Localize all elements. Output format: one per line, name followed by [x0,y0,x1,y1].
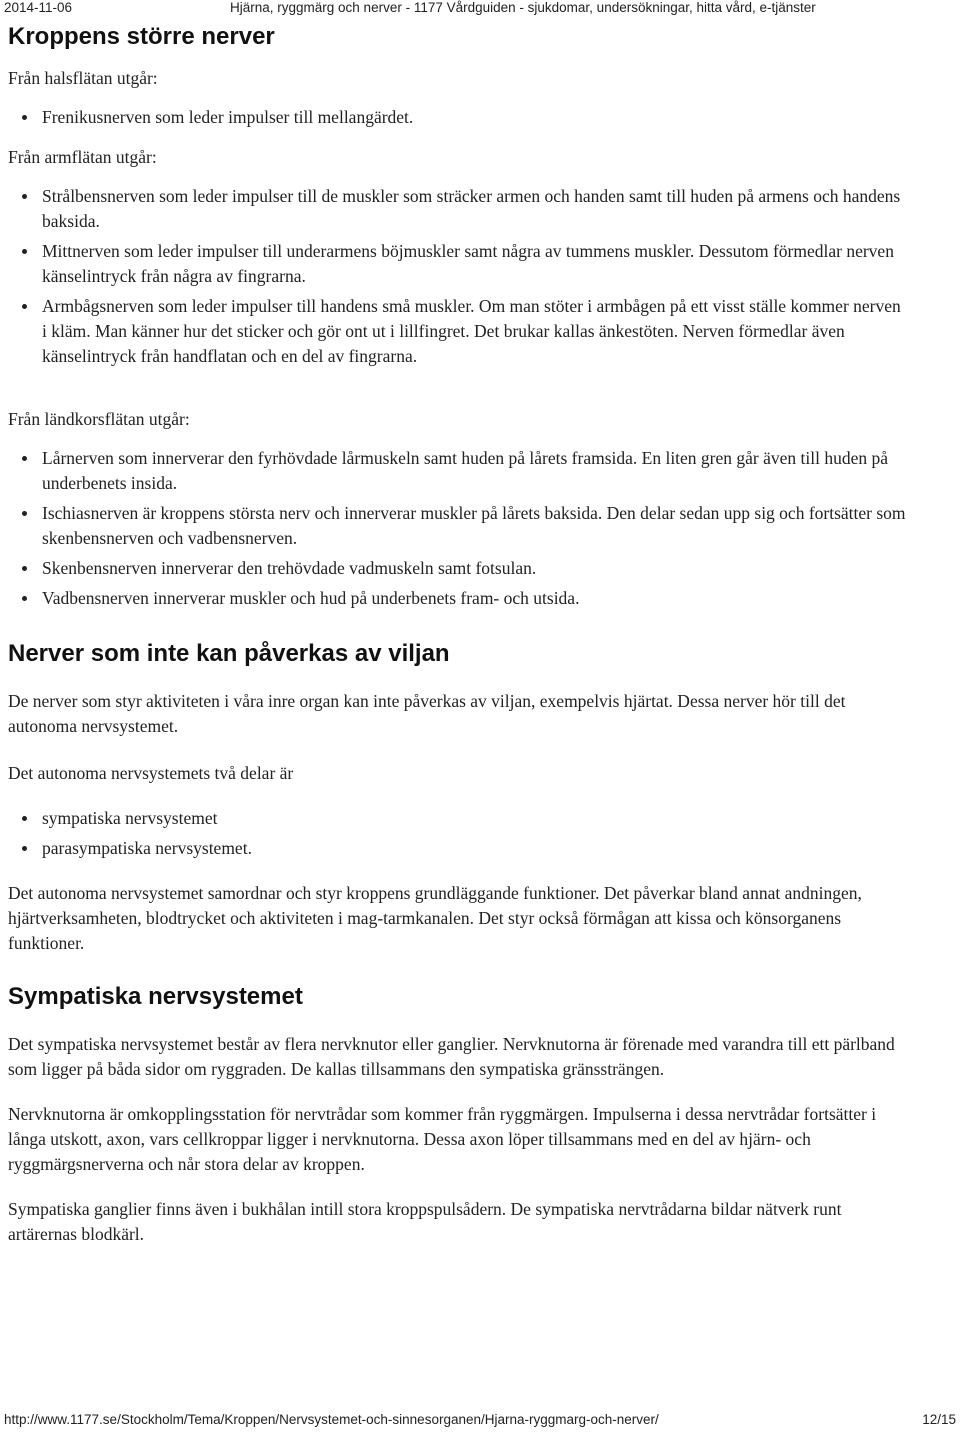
bullet-icon [22,511,27,516]
paragraph-lumbosacral-plexus: Från ländkorsflätan utgår: [8,409,190,429]
paragraph-autonomic-parts: Det autonoma nervsystemets två delar är [8,763,294,783]
list-item [42,446,908,496]
list-item [42,239,908,289]
page-number: 12/15 [922,1412,956,1427]
list-brachial-plexus [8,184,908,369]
list-item-text: Armbågsnerven som leder impulser till handens små muskler. Om man stöter i armbågen på ett visst ställe kommer nerven i kläm. Man känner hur det sticker och gör ont ut i lillfingret. Det brukar kallas änkestöten. Nerven förmedlar även känselintryck från handflatan och en del av fingrarna. [42,296,901,366]
section-heading-autonomic: Nerver som inte kan påverkas av viljan [8,640,450,667]
print-footer [4,1412,956,1430]
bullet-icon [22,816,27,821]
list-item-text: Ischiasnerven är kroppens största nerv och innerverar muskler på lårets baksida. Den delar sedan upp sig och fortsätter som skenbensnerven och vadbensnerven. [42,503,906,548]
list-item [42,294,908,369]
print-date: 2014-11-06 [4,0,73,15]
list-item-text: Frenikusnerven som leder impulser till mellangärdet. [42,107,414,127]
print-page-title: Hjärna, ryggmärg och nerver - 1177 Vårdguiden - sjukdomar, undersökningar, hitta vård, e-tjänster [230,0,816,15]
paragraph-brachial-plexus: Från armflätan utgår: [8,147,157,167]
list-item [42,806,908,831]
list-item [42,105,908,130]
bullet-icon [22,456,27,461]
list-item-text: parasympatiska nervsystemet. [42,838,252,858]
paragraph-cervical-plexus: Från halsflätan utgår: [8,68,158,88]
list-item [42,556,908,581]
list-item [42,586,908,611]
bullet-icon [22,566,27,571]
print-header [4,0,956,18]
list-item-text: Skenbensnerven innerverar den trehövdade vadmuskeln samt fotsulan. [42,558,537,578]
list-item [42,184,908,234]
list-item-text: Lårnerven som innerverar den fyrhövdade lårmuskeln samt huden på lårets framsida. En liten gren går även till huden på underbenets insida. [42,448,889,493]
list-item [42,836,908,861]
print-url: http://www.1177.se/Stockholm/Tema/Kroppen/Nervsystemet-och-sinnesorganen/Hjarna-ryggmarg-och-nerver/ [4,1412,659,1427]
paragraph-autonomic-intro: De nerver som styr aktiviteten i våra inre organ kan inte påverkas av viljan, exempelvis hjärtat. Dessa nerver hör till det autonoma nervsystemet. [8,691,846,736]
section-heading-major-nerves: Kroppens större nerver [8,23,275,50]
list-item-text: Vadbensnerven innerverar muskler och hud på underbenets fram- och utsida. [42,588,580,608]
list-item-text: Mittnerven som leder impulser till underarmens böjmuskler samt några av tummens muskler. Dessutom förmedlar nerven känselintryck från några av fingrarna. [42,241,894,286]
list-item-text: Strålbensnerven som leder impulser till de muskler som sträcker armen och handen samt till huden på armens och handens baksida. [42,186,901,231]
list-autonomic-parts [8,806,908,861]
paragraph-sympathetic-relay: Nervknutorna är omkopplingsstation för nervtrådar som kommer från ryggmärgen. Impulserna i dessa nervtrådar fortsätter i långa utskott, axon, vars cellkroppar ligger i nervknutorna. Dessa axon löper tillsammans med en del av hjärn- och ryggmärgsnerverna och når stora delar av kroppen. [8,1104,877,1174]
paragraph-sympathetic-abdominal: Sympatiska ganglier finns även i bukhålan intill stora kroppspulsådern. De sympatiska nervtrådarna bildar nätverk runt artärernas blodkärl. [8,1199,842,1244]
bullet-icon [22,304,27,309]
list-item [42,501,908,551]
section-heading-sympathetic: Sympatiska nervsystemet [8,983,303,1010]
bullet-icon [22,846,27,851]
bullet-icon [22,115,27,120]
article-content [8,22,908,1247]
list-lumbosacral-plexus [8,446,908,611]
list-cervical-plexus [8,105,908,130]
bullet-icon [22,596,27,601]
paragraph-autonomic-functions: Det autonoma nervsystemet samordnar och styr kroppens grundläggande funktioner. Det påverkar bland annat andningen, hjärtverksamheten, blodtrycket och aktiviteten i mag-tarmkanalen. Det styr också förmågan att kissa och könsorganens funktioner. [8,883,862,953]
bullet-icon [22,249,27,254]
list-item-text: sympatiska nervsystemet [42,808,218,828]
bullet-icon [22,194,27,199]
paragraph-sympathetic-ganglia: Det sympatiska nervsystemet består av flera nervknutor eller ganglier. Nervknutorna är förenade med varandra till ett pärlband som ligger på båda sidor om ryggraden. De kallas tillsammans den sympatiska gränssträngen. [8,1034,895,1079]
